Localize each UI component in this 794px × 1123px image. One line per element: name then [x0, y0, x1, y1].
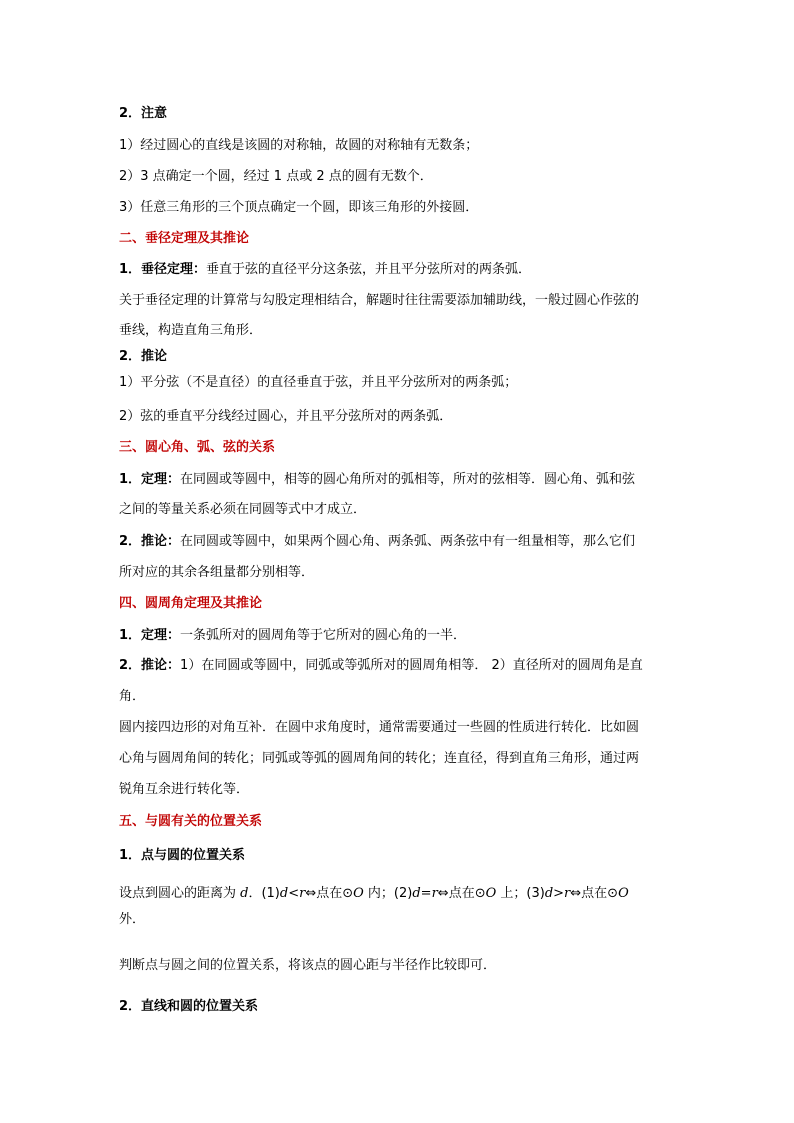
theorem-text: 在同圆或等圆中，相等的圆心角所对的弧相等，所对的弦相等．圆心角、弧和弦 — [180, 472, 636, 487]
corollary-label: 2．推论： — [119, 658, 181, 673]
note-item-3: 3）任意三角形的三个顶点确定一个圆，即该三角形的外接圆． — [119, 200, 479, 215]
variable-d: d — [240, 886, 249, 901]
theorem-label: 1．定理： — [119, 472, 181, 487]
paragraph-line: 垂线，构造直角三角形． — [119, 323, 263, 338]
note-heading: 2．注意 — [119, 106, 168, 121]
note-item-1: 1）经过圆心的直线是该圆的对称轴，故圆的对称轴有无数条； — [119, 138, 479, 153]
condition-inside: d<r — [279, 886, 306, 901]
formula-line — [119, 885, 629, 903]
formula-text: 内；(2) — [363, 886, 413, 901]
section-heading-2: 二、垂径定理及其推论 — [119, 231, 250, 246]
subsection-heading: 2．直线和圆的位置关系 — [119, 999, 259, 1014]
circle-o: O — [618, 886, 629, 901]
corollary-line — [119, 657, 643, 675]
formula-text: 上；(3) — [496, 886, 545, 901]
condition-outside: d>r — [544, 886, 571, 901]
theorem-line — [119, 261, 531, 279]
corollary-label: 2．推论： — [119, 534, 181, 549]
formula-text: ⇔点在⊙ — [570, 886, 619, 901]
corollary-item-1: 1）平分弦（不是直径）的直径垂直于弦，并且平分弦所对的两条弧； — [119, 375, 518, 390]
circle-o: O — [485, 886, 497, 901]
theorem-label: 1．垂径定理： — [119, 262, 207, 277]
subsection-heading: 1．点与圆的位置关系 — [119, 848, 246, 863]
theorem-text: 垂直于弦的直径平分这条弦，并且平分弦所对的两条弧． — [206, 262, 532, 277]
paragraph-line: 判断点与圆之间的位置关系，将该点的圆心距与半径作比较即可． — [119, 958, 497, 973]
paragraph-line: 之间的等量关系必须在同圆等式中才成立． — [119, 502, 367, 517]
corollary-item-2: 2）弦的垂直平分线经过圆心，并且平分弦所对的两条弧． — [119, 409, 453, 424]
corollary-line — [119, 533, 635, 551]
section-heading-3: 三、圆心角、弧、弦的关系 — [119, 440, 276, 455]
paragraph-line: 心角与圆周角间的转化；同弧或等弧的圆周角间的转化；连直径，得到直角三角形，通过两 — [119, 751, 640, 766]
note-item-2: 2）3 点确定一个圆，经过 1 点或 2 点的圆有无数个． — [119, 169, 433, 184]
theorem-line — [119, 627, 466, 645]
theorem-text: 一条弧所对的圆周角等于它所对的圆心角的一半． — [180, 628, 467, 643]
theorem-label: 1．定理： — [119, 628, 181, 643]
condition-on: d=r — [412, 886, 438, 901]
corollary-text: 1）在同圆或等圆中，同弧或等弧所对的圆周角相等． 2）直径所对的圆周角是直 — [180, 658, 643, 673]
section-heading-5: 五、与圆有关的位置关系 — [119, 814, 263, 829]
section-heading-4: 四、圆周角定理及其推论 — [119, 596, 263, 611]
paragraph-line: 外． — [119, 912, 146, 927]
paragraph-line: 角． — [119, 689, 146, 704]
corollary-text: 在同圆或等圆中，如果两个圆心角、两条弧、两条弦中有一组量相等，那么它们 — [180, 534, 636, 549]
paragraph-line: 锐角互余进行转化等． — [119, 782, 250, 797]
formula-text: ⇔点在⊙ — [305, 886, 354, 901]
circle-o: O — [353, 886, 364, 901]
paragraph-line: 所对应的其余各组量都分别相等． — [119, 565, 315, 580]
paragraph-line: 圆内接四边形的对角互补．在圆中求角度时，通常需要通过一些圆的性质进行转化．比如圆 — [119, 720, 640, 735]
corollary-heading: 2．推论 — [119, 349, 168, 364]
formula-text: 设点到圆心的距离为 — [119, 886, 241, 901]
formula-text: ⇔点在⊙ — [437, 886, 486, 901]
theorem-line — [119, 471, 635, 489]
paragraph-line: 关于垂径定理的计算常与勾股定理相结合，解题时往往需要添加辅助线，一般过圆心作弦的 — [119, 293, 640, 308]
formula-text: ．(1) — [248, 886, 280, 901]
